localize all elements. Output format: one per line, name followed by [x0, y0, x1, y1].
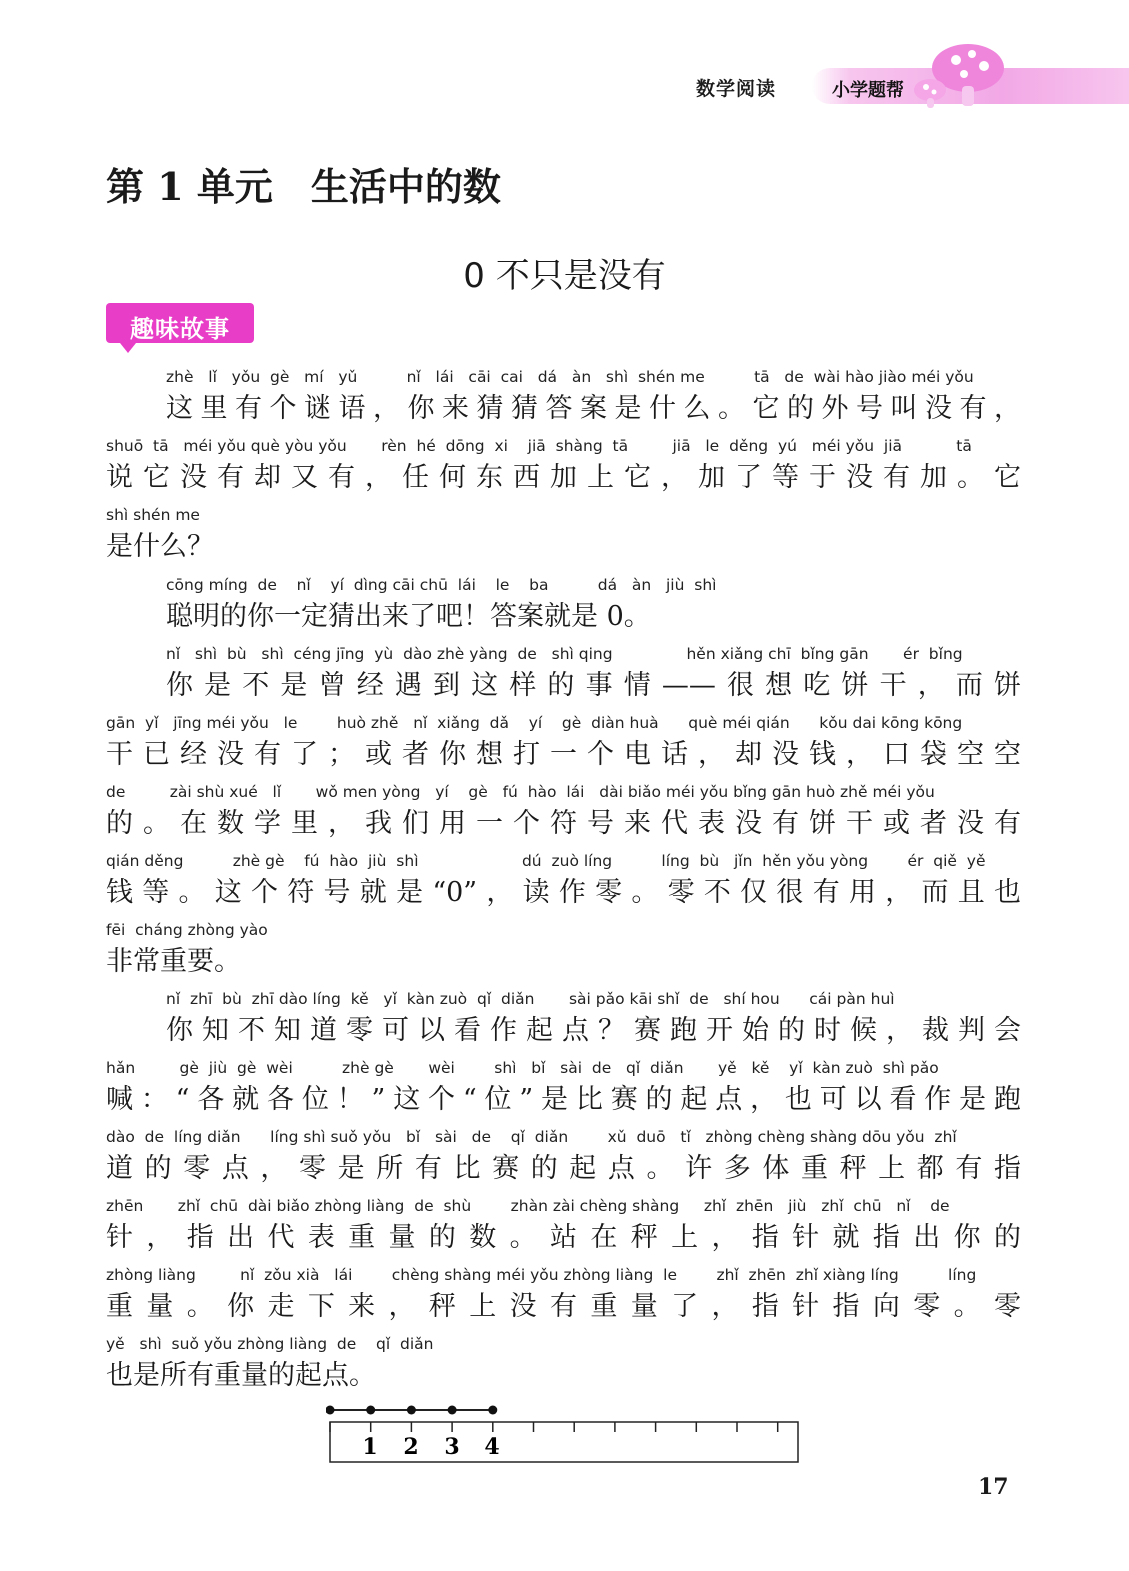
hanzi-line: 这里有个谜语，你来猜猜答案是什么。它的外号叫没有， — [166, 393, 1021, 424]
hanzi-line: 是什么？ — [106, 531, 214, 562]
hanzi-line: 你是不是曾经遇到这样的事情——很想吃饼干，而饼 — [166, 670, 1021, 701]
brand-label: 小学题帮 — [832, 80, 904, 101]
pinyin-line: shuō tā méi yǒu què yòu yǒu rèn hé dōng xi jiā shàng tā jiā le děng yú méi yǒu jiā tā — [106, 437, 972, 455]
page-number: 17 — [978, 1474, 1009, 1500]
number-label: 4 — [484, 1434, 500, 1460]
pinyin-line: yě shì suǒ yǒu zhòng liàng de qǐ diǎn — [106, 1335, 434, 1353]
pinyin-line: nǐ shì bù shì céng jīng yù dào zhè yàng de shì qing hěn xiǎng chī bǐng gān ér bǐng — [166, 645, 963, 663]
hanzi-line: 你知不知道零可以看作起点？赛跑开始的时候，裁判会 — [166, 1015, 1021, 1046]
number-dot — [448, 1406, 457, 1415]
hanzi-line: 的。在数学里，我们用一个符号来代表没有饼干或者没有 — [106, 808, 1021, 839]
unit-title: 第 1 单元 生活中的数 — [106, 164, 501, 209]
pinyin-line: fēi cháng zhòng yào — [106, 921, 268, 939]
pinyin-line: de zài shù xué lǐ wǒ men yòng yí gè fú hào lái dài biǎo méi yǒu bǐng gān huò zhě méi yǒu — [106, 783, 935, 801]
pinyin-line: cōng míng de nǐ yí dìng cāi chū lái le ba dá àn jiù shì — [166, 576, 717, 594]
pinyin-line: zhòng liàng nǐ zǒu xià lái chèng shàng méi yǒu zhòng liàng le zhǐ zhēn zhǐ xiàng líng líng — [106, 1266, 977, 1284]
pinyin-line: hǎn gè jiù gè wèi zhè gè wèi shì bǐ sài de qǐ diǎn yě kě yǐ kàn zuò shì pǎo — [106, 1059, 939, 1077]
lesson-title: 0 不只是没有 — [463, 256, 666, 296]
pinyin-line: zhè lǐ yǒu gè mí yǔ nǐ lái cāi cai dá àn shì shén me tā de wài hào jiào méi yǒu — [166, 368, 974, 386]
hanzi-line: 钱等。这个符号就是“0”，读作零。零不仅很有用，而且也 — [106, 877, 1021, 908]
pinyin-line: dào de líng diǎn líng shì suǒ yǒu bǐ sài de qǐ diǎn xǔ duō tǐ zhòng chèng shàng dōu yǒu zhǐ — [106, 1128, 957, 1146]
number-label: 2 — [403, 1434, 419, 1460]
pinyin-line: nǐ zhī bù zhī dào líng kě yǐ kàn zuò qǐ diǎn sài pǎo kāi shǐ de shí hou cái pàn huì — [166, 990, 895, 1008]
mushroom-icon — [912, 38, 1012, 110]
number-line-figure — [326, 1400, 802, 1466]
page-header — [0, 0, 1129, 120]
number-dot — [366, 1406, 375, 1415]
hanzi-line: 重量。你走下来，秤上没有重量了，指针指向零。零 — [106, 1291, 1021, 1322]
number-label: 1 — [362, 1434, 378, 1460]
hanzi-line: 喊：“各就各位！”这个“位”是比赛的起点，也可以看作是跑 — [106, 1084, 1021, 1115]
pinyin-line: qián děng zhè gè fú hào jiù shì dú zuò líng líng bù jǐn hěn yǒu yòng ér qiě yě — [106, 852, 986, 870]
hanzi-line: 干已经没有了；或者你想打一个电话，却没钱，口袋空空 — [106, 739, 1021, 770]
hanzi-line: 也是所有重量的起点。 — [106, 1360, 376, 1391]
hanzi-line: 非常重要。 — [106, 946, 241, 977]
pinyin-line: gān yǐ jīng méi yǒu le huò zhě nǐ xiǎng dǎ yí gè diàn huà què méi qián kǒu dai kōng kōng — [106, 714, 963, 732]
number-label: 3 — [444, 1434, 460, 1460]
section-label: 数学阅读 — [696, 78, 777, 100]
hanzi-line: 道的零点，零是所有比赛的起点。许多体重秤上都有指 — [106, 1153, 1021, 1184]
story-tag — [106, 303, 254, 343]
story-tag-label: 趣味故事 — [130, 315, 230, 343]
ruler-box — [330, 1422, 798, 1462]
pinyin-line: zhēn zhǐ chū dài biǎo zhòng liàng de shù zhàn zài chèng shàng zhǐ zhēn jiù zhǐ chū nǐ de — [106, 1197, 950, 1215]
number-dot — [326, 1406, 335, 1415]
number-dot — [488, 1406, 497, 1415]
number-dot — [407, 1406, 416, 1415]
pinyin-line: shì shén me — [106, 506, 200, 524]
hanzi-line: 说它没有却又有，任何东西加上它，加了等于没有加。它 — [106, 462, 1021, 493]
ruler-ticks — [330, 1422, 778, 1432]
hanzi-line: 针，指出代表重量的数。站在秤上，指针就指出你的 — [106, 1222, 1021, 1253]
hanzi-line: 聪明的你一定猜出来了吧！答案就是 0。 — [166, 601, 651, 632]
